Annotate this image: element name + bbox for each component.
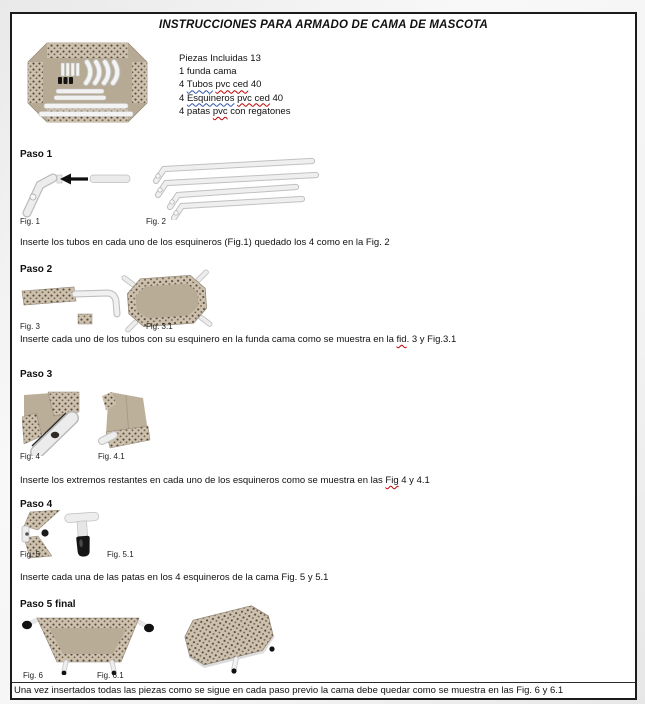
text-segment: 40	[248, 79, 262, 91]
fig-6-image	[22, 611, 154, 675]
spellcheck-word: pvc ced	[215, 79, 249, 91]
text-segment: . 3 y Fig.3.1	[406, 334, 457, 345]
text-segment: 40	[269, 92, 284, 104]
fig-6-1-image	[174, 602, 284, 676]
fig-4-1-image	[98, 390, 154, 456]
step4-heading: Paso 4	[20, 499, 53, 510]
fig-4-label: Fig. 4	[20, 452, 41, 461]
step4-caption	[20, 572, 328, 583]
fig-3-image	[20, 276, 132, 326]
step2-caption	[20, 334, 456, 345]
text-segment: Inserte los tubos en cada uno de los esquineros (Fig.1) quedado los 4 como en la Fig. 2	[20, 237, 390, 248]
text-segment: Inserte cada una de las patas en los 4 esquineros de la cama Fig. 5 y 5.1	[20, 572, 329, 583]
document-title: INSTRUCCIONES PARA ARMADO DE CAMA DE MASCOTA	[158, 19, 489, 31]
spellcheck-word: fid	[396, 334, 407, 345]
final-note-text: Una vez insertados todas las piezas como se sigue en cada paso previo la cama debe quedar como se muestra en las Fig. 6 y 6.1	[14, 685, 564, 696]
text-segment: 4	[179, 92, 187, 104]
spellcheck-word: Tubos	[186, 79, 213, 91]
fig-2-label: Fig. 2	[146, 217, 167, 226]
fig-4-image	[22, 390, 80, 456]
parts-item-tubos	[179, 78, 290, 91]
step3-heading: Paso 3	[20, 369, 53, 380]
spellcheck-word: pvc ced	[237, 92, 270, 104]
spellcheck-word: Esquineros	[186, 92, 235, 104]
step1-heading: Paso 1	[20, 149, 53, 160]
document-page	[10, 12, 637, 700]
fig-5-1-label: Fig. 5.1	[107, 550, 134, 559]
fig-1-label: Fig. 1	[20, 217, 41, 226]
step3-caption	[20, 475, 430, 486]
text-segment: Inserte cada uno de los tubos con su esquinero en la funda cama como se muestra en la	[20, 334, 397, 345]
parts-list	[179, 52, 290, 118]
text-segment: con regatones	[227, 105, 291, 117]
step1-caption	[20, 237, 390, 248]
fig-5-label: Fig. 5	[20, 550, 41, 559]
parts-photo	[26, 38, 149, 127]
text-segment: 4	[179, 79, 187, 91]
fig-4-1-label: Fig. 4.1	[98, 452, 125, 461]
fig-6-1-label: Fig. 6.1	[97, 671, 124, 680]
text-segment: 4 y 4.1	[398, 475, 430, 486]
step5-heading: Paso 5 final	[20, 599, 76, 610]
parts-item-esquineros	[179, 92, 290, 105]
text-segment: 4 patas	[179, 105, 213, 117]
text-segment: Inserte los extremos restantes en cada uno de los esquineros como se muestra en las	[20, 475, 386, 486]
step2-heading: Paso 2	[20, 264, 53, 275]
parts-item-funda: 1 funda cama	[179, 66, 237, 78]
fig-1-image	[20, 162, 132, 218]
fig-6-label: Fig. 6	[23, 671, 44, 680]
spellcheck-word: Fig	[385, 475, 399, 486]
fig-5-1-image	[64, 508, 104, 562]
spellcheck-word: pvc	[212, 105, 228, 117]
parts-item-patas	[179, 105, 290, 118]
fig-3-label: Fig. 3	[20, 322, 41, 331]
parts-count: Piezas Incluidas 13	[179, 53, 261, 64]
fig-2-image	[144, 156, 322, 220]
final-note-box	[12, 682, 635, 698]
fig-3-1-label: Fig. 3.1	[146, 322, 173, 331]
